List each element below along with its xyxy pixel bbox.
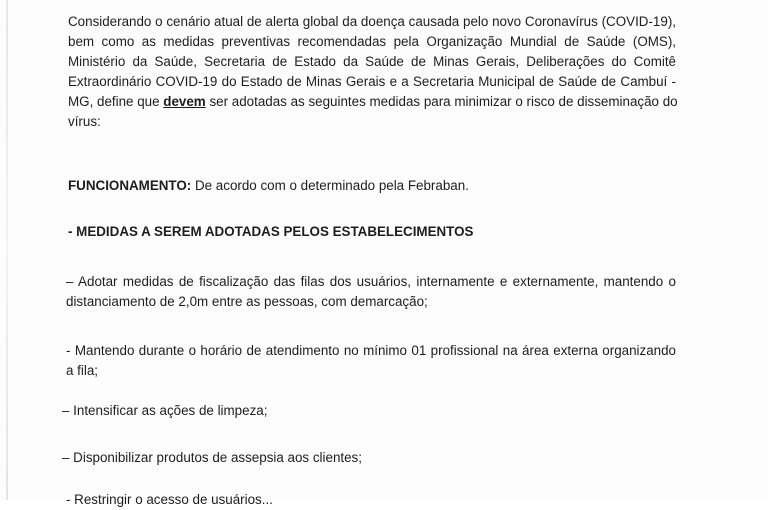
- intro-line-2: bem como as medidas preventivas recomendadas pela Organização Mundial de Saúde (OMS),: [68, 34, 676, 49]
- intro-line-4: Extraordinário COVID-19 do Estado de Minas Gerais e a Secretaria Municipal de Saúde de Cambuí -: [68, 74, 676, 89]
- measure-4-line-1: – Disponibilizar produtos de assepsia aos clientes;: [62, 450, 362, 465]
- funcionamento-line: [68, 176, 676, 196]
- emphasis-devem: devem: [163, 94, 206, 109]
- measure-item-1: [66, 272, 676, 312]
- funcionamento-text: De acordo com o determinado pela Febraban.: [191, 178, 469, 193]
- measure-2-line-1: - Mantendo durante o horário de atendimento no mínimo 01 profissional na área externa organizando: [66, 343, 676, 358]
- measure-item-4: [62, 448, 676, 468]
- intro-line-6: vírus:: [68, 114, 101, 129]
- intro-paragraph: [68, 12, 676, 132]
- intro-line-3: Ministério da Saúde, Secretaria de Estado da Saúde de Minas Gerais, Deliberações do Comitê: [68, 54, 676, 69]
- measure-item-2: [66, 341, 676, 381]
- measure-3-line-1: – Intensificar as ações de limpeza;: [62, 403, 268, 418]
- measure-item-3: [62, 401, 676, 421]
- intro-line-5: [68, 92, 676, 112]
- measure-1-line-2: distanciamento de 2,0m entre as pessoas, com demarcação;: [66, 294, 428, 309]
- scan-edge: [6, 0, 8, 500]
- funcionamento-paragraph: [68, 176, 676, 196]
- intro-line-5-pre: MG, define que: [68, 94, 164, 109]
- measure-2-line-2: a fila;: [66, 363, 99, 378]
- section-heading: [68, 222, 676, 242]
- funcionamento-label: FUNCIONAMENTO:: [68, 178, 192, 193]
- intro-line-1: Considerando o cenário atual de alerta global da doença causada pelo novo Coronavírus (COVID-19),: [68, 14, 676, 29]
- intro-line-5-post: ser adotadas as seguintes medidas para minimizar o risco de disseminação do: [205, 94, 678, 109]
- measure-1-line-1: – Adotar medidas de fiscalização das filas dos usuários, internamente e externamente, mantendo o: [66, 274, 676, 289]
- section-title: - MEDIDAS A SEREM ADOTADAS PELOS ESTABELECIMENTOS: [68, 224, 474, 239]
- measure-item-5: [66, 490, 676, 510]
- measure-5-line-1: - Restringir o acesso de usuários...: [66, 492, 273, 507]
